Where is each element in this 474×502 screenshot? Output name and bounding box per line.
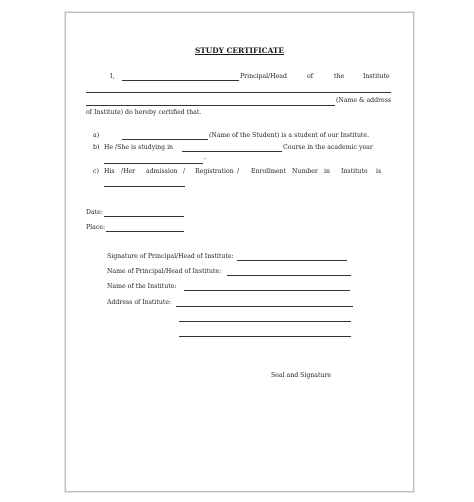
item-c-word: Enrollment	[251, 168, 287, 175]
blank-address-1	[176, 306, 353, 307]
item-c-word: /Her	[121, 168, 136, 175]
item-c-word: Institute	[341, 168, 368, 175]
institute-name-label: Name of the Institute:	[107, 283, 177, 290]
blank-address-3	[179, 336, 351, 337]
blank-address-2	[179, 321, 351, 322]
certificate-page	[65, 12, 414, 492]
item-c-marker: c)	[93, 168, 99, 175]
principal-name-label: Name of Principal/Head of Institute:	[107, 268, 222, 275]
name-address-label: (Name & address	[336, 97, 392, 104]
blank-academic-year	[104, 163, 203, 164]
place-label: Place:	[86, 224, 106, 231]
item-c-word: Number	[292, 168, 318, 175]
item-b-marker: b)	[93, 144, 100, 151]
blank-date	[104, 216, 184, 217]
address-label: Address of Institute:	[107, 299, 172, 306]
blank-signature	[237, 260, 347, 261]
item-c-word: in	[324, 168, 330, 175]
item-c-word: /	[183, 168, 186, 175]
item-c-word: is	[376, 168, 382, 175]
word-principal-head: Principal/Head	[240, 73, 287, 80]
item-b-text: Course in the academic year	[283, 144, 373, 151]
signature-label: Signature of Principal/Head of Institute:	[107, 253, 234, 260]
blank-declarant-name	[122, 80, 239, 81]
blank-principal-name	[227, 275, 351, 276]
certificate-title: STUDY CERTIFICATE	[194, 46, 285, 55]
item-c-word: /	[237, 168, 240, 175]
blank-institute-name	[184, 290, 350, 291]
seal-and-signature: Seal and Signature	[271, 372, 332, 379]
item-b-dash: -	[204, 155, 207, 162]
item-c-word: admission	[146, 168, 178, 175]
blank-admission-number	[104, 186, 185, 187]
blank-institute-line-1	[86, 92, 391, 93]
word-institute: Institute	[363, 73, 390, 80]
certify-statement: of Institute) do hereby certified that.	[86, 109, 202, 116]
item-a-text: (Name of the Student) is a student of our Institute.	[209, 132, 370, 139]
blank-course	[182, 151, 282, 152]
date-label: Date:	[86, 209, 103, 216]
blank-place	[106, 231, 184, 232]
item-c-word: His	[104, 168, 115, 175]
word-of: of	[307, 73, 314, 80]
item-b-lead: He /She is studying in	[104, 144, 174, 151]
item-a-marker: a)	[93, 132, 100, 139]
blank-institute-line-2	[86, 105, 335, 106]
word-the: the	[334, 73, 345, 80]
blank-student-name	[122, 139, 208, 140]
item-c-word: Registration	[195, 168, 234, 175]
word-i: I,	[110, 73, 115, 80]
